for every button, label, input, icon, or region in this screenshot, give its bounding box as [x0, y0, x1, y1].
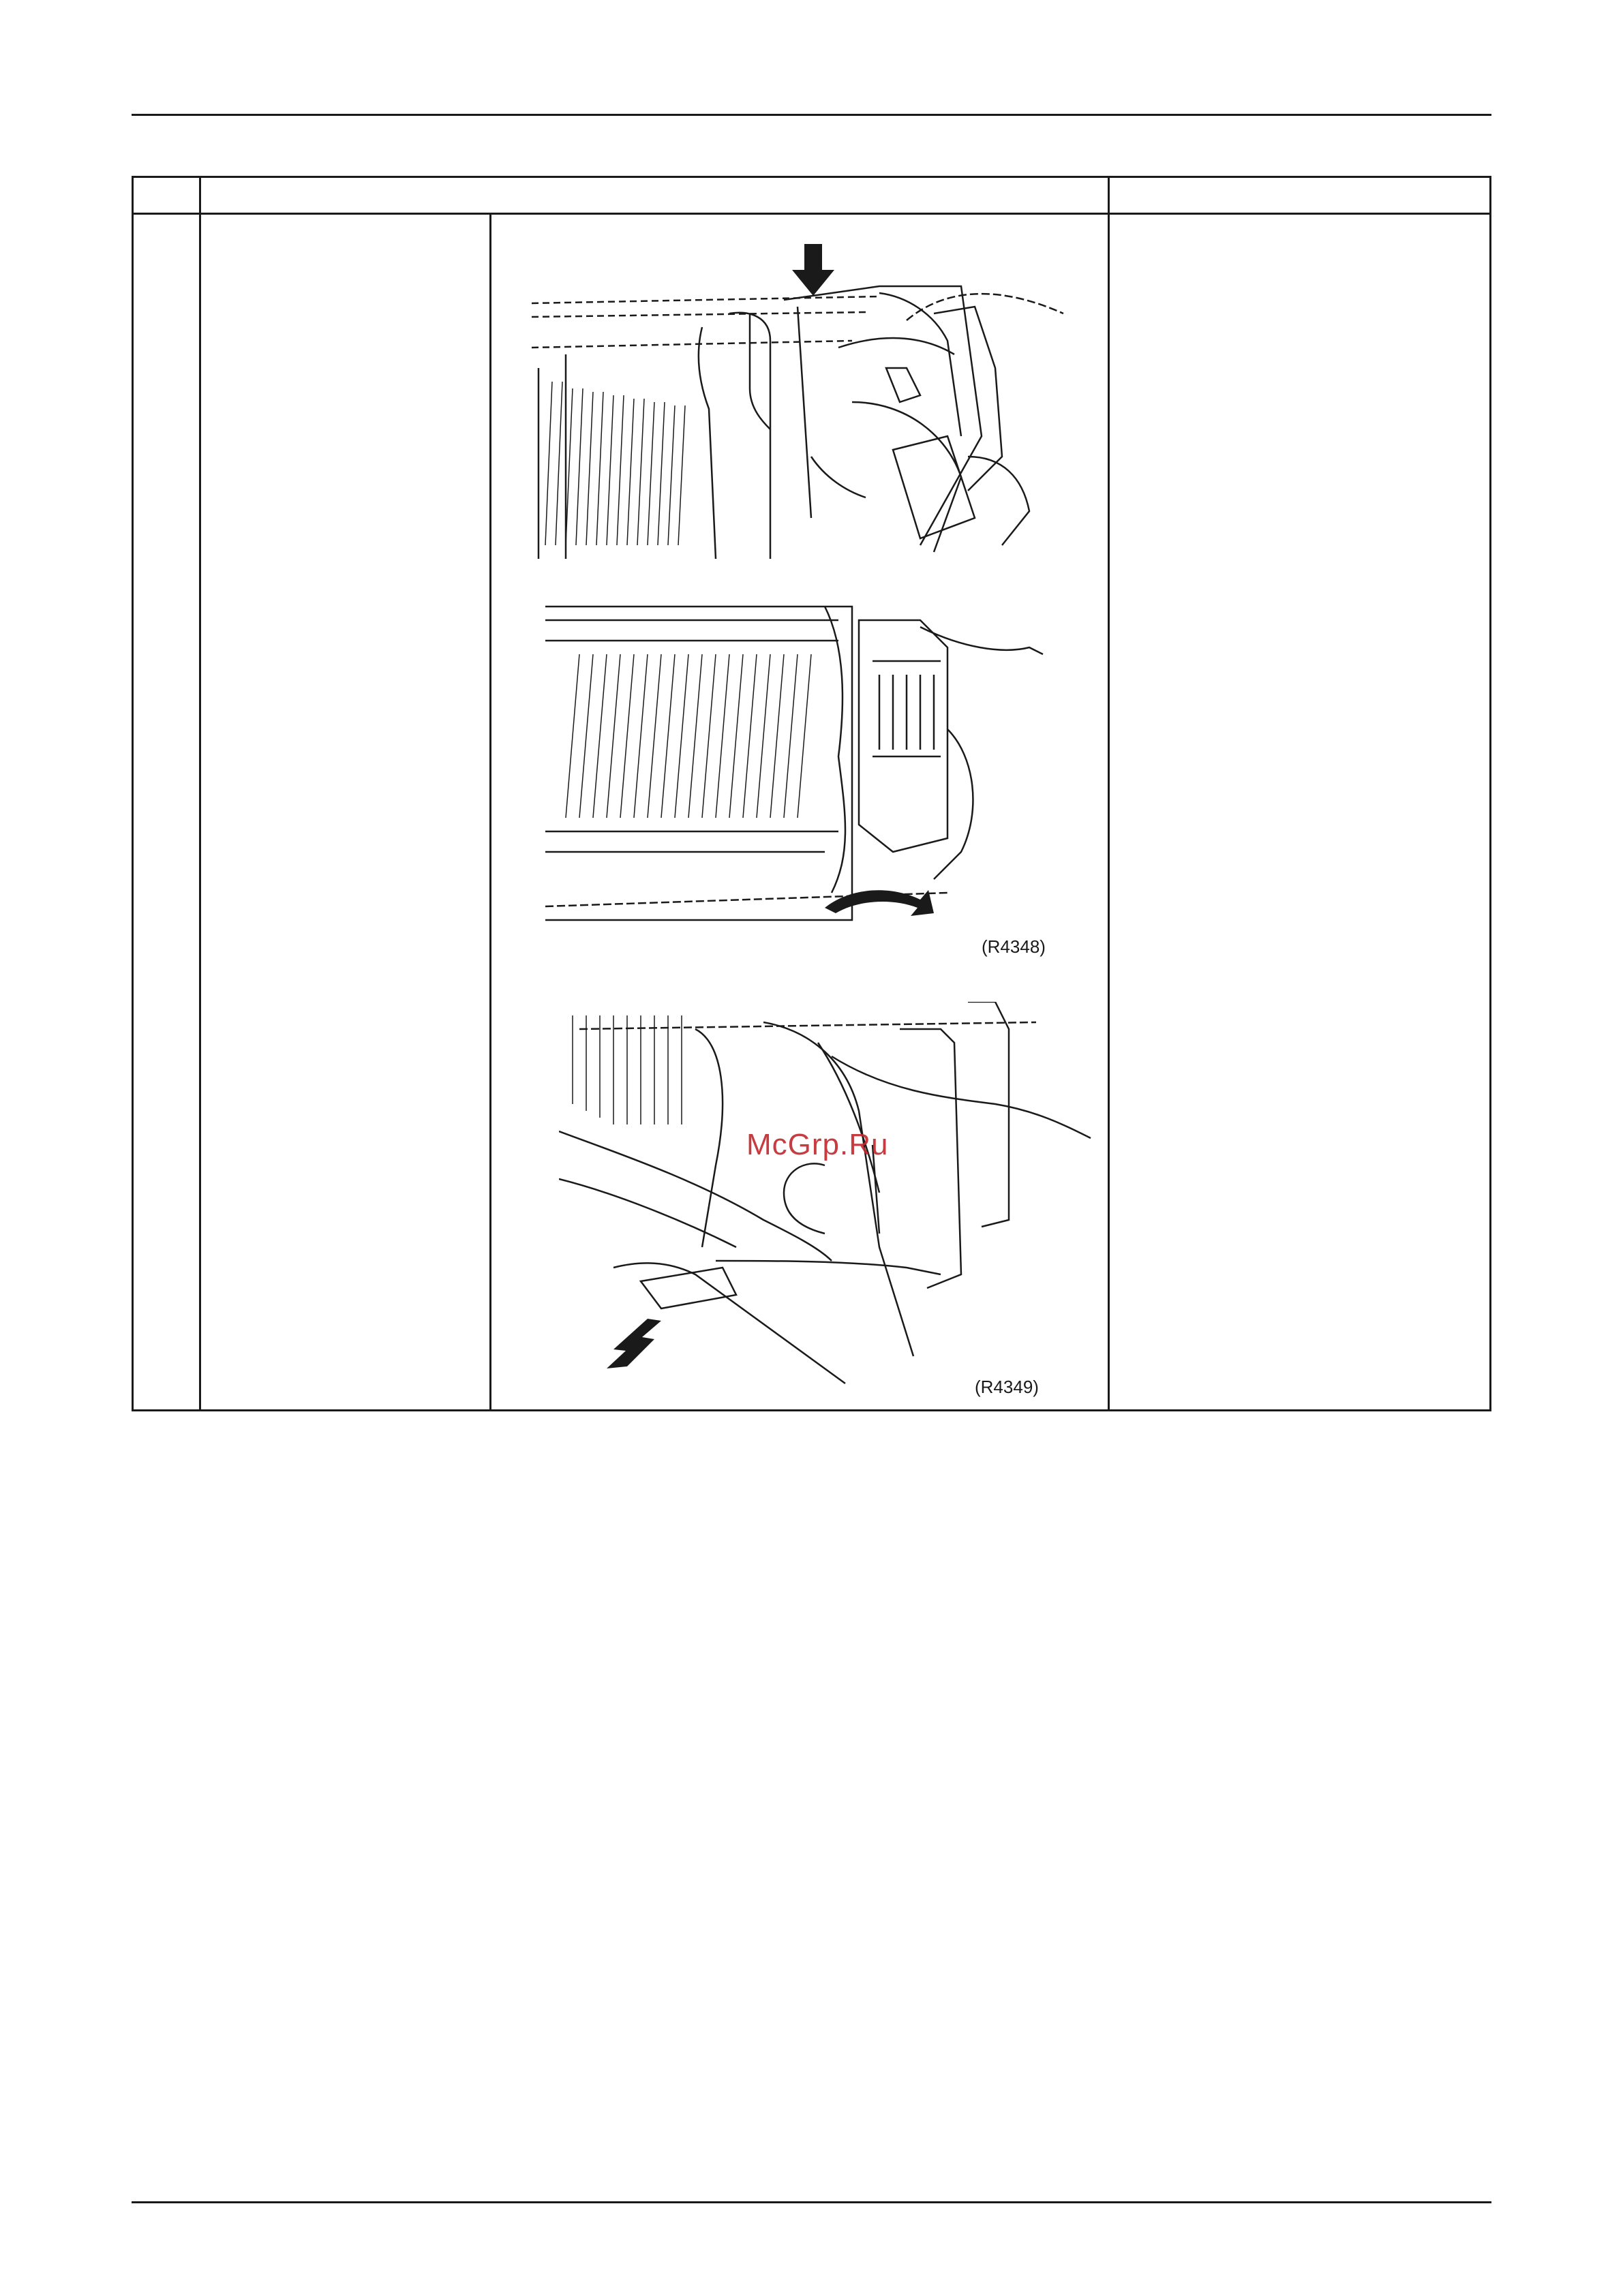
figure-1-illustration [525, 232, 1097, 566]
push-down-arrow-icon [792, 244, 834, 296]
figure-3-code: (R4349) [975, 1377, 1039, 1397]
header-rule [132, 114, 1491, 116]
figure-2-code: (R4348) [982, 936, 1046, 957]
watermark-text: McGrp.Ru [746, 1128, 889, 1161]
procedure-figure-divider [489, 213, 491, 1411]
footer-rule [132, 2201, 1491, 2203]
figure-3-illustration [559, 1002, 1104, 1390]
push-right-arrow-icon [607, 1319, 661, 1368]
figure-2-illustration [539, 593, 1084, 934]
remarks-column-divider [1108, 176, 1110, 1411]
step-column-divider [199, 176, 201, 1411]
table-header-divider [132, 213, 1491, 215]
